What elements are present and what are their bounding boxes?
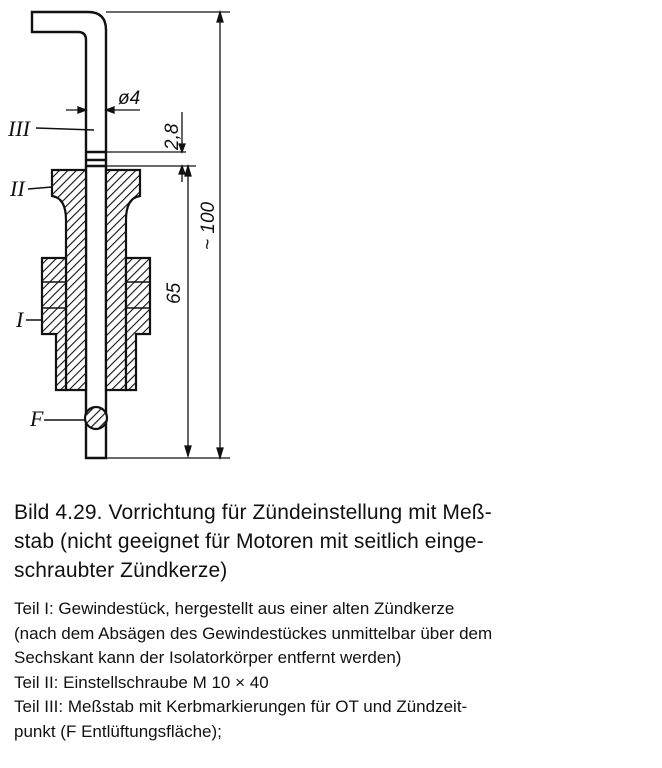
parts-line: Teil I: Gewindestück, hergestellt aus einer alten Zündkerze xyxy=(14,599,455,618)
caption-title-line: stab (nicht geeignet für Motoren mit seitlich einge- xyxy=(14,530,484,553)
parts-line: Teil III: Meßstab mit Kerbmarkierungen für OT und Zündzeit- xyxy=(14,697,468,716)
dim-notch-offset: 2,8 xyxy=(162,123,183,150)
caption-title-line: Bild 4.29. Vorrichtung für Zündeinstellung mit Meß- xyxy=(14,501,492,524)
label-part-two: II xyxy=(10,176,25,201)
vent-face xyxy=(85,407,107,429)
caption-title-line: schraubter Zündkerze) xyxy=(14,559,228,582)
figure-caption xyxy=(14,498,654,585)
dim-total-length: ~ 100 xyxy=(198,201,219,250)
label-part-three: III xyxy=(8,116,30,141)
parts-line: Sechskant kann der Isolatorkörper entfernt werden) xyxy=(14,648,402,667)
parts-line: Teil II: Einstellschraube M 10 × 40 xyxy=(14,672,269,692)
dim-rod-diameter: ø4 xyxy=(118,88,141,109)
threaded-piece xyxy=(42,258,150,390)
label-part-one: I xyxy=(16,307,24,332)
label-vent-face: F xyxy=(30,406,44,431)
parts-line: (nach dem Absägen des Gewindestückes unmittelbar über dem xyxy=(14,623,493,643)
parts-line: punkt (F Entlüftungsfläche); xyxy=(14,721,222,741)
dim-thread-length: 65 xyxy=(164,282,185,304)
parts-description xyxy=(14,597,654,744)
